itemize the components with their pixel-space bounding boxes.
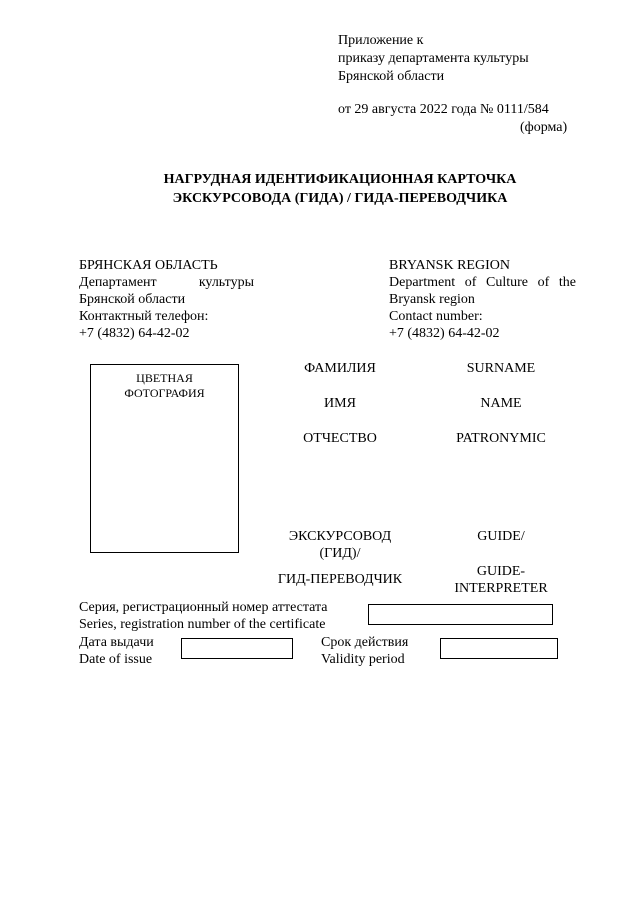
patronymic-label-ru: ОТЧЕСТВО (303, 431, 377, 446)
certificate-series-label-en: Series, registration number of the certificate (79, 617, 326, 632)
guide-label-en: GUIDE/ (477, 529, 525, 544)
guide-label-ru-line1: ЭКСКУРСОВОД (288, 529, 392, 544)
surname-label-en: SURNAME (466, 361, 536, 376)
department-word: Department (389, 275, 456, 290)
document-title-line2: ЭКСКУРСОВОДА (ГИДА) / ГИДА-ПЕРЕВОДЧИКА (172, 191, 508, 206)
phone-number-en: +7 (4832) 64-42-02 (389, 326, 500, 341)
department-word: of (464, 275, 477, 290)
interpreter-label-en-line2: INTERPRETER (454, 581, 548, 596)
validity-label-ru: Срок действия (321, 635, 409, 650)
certificate-series-label-ru: Серия, регистрационный номер аттестата (79, 600, 328, 615)
department-line2-en: Bryansk region (389, 292, 475, 307)
validity-label-en: Validity period (321, 652, 405, 667)
validity-period-field[interactable] (440, 638, 558, 659)
phone-number-ru: +7 (4832) 64-42-02 (79, 326, 190, 341)
photo-label-line1: ЦВЕТНАЯ (136, 371, 193, 385)
department-word: Департамент (79, 275, 157, 290)
department-word: of (537, 275, 550, 290)
decree-reference: от 29 августа 2022 года № 0111/584 (338, 102, 549, 117)
interpreter-label-en-line1: GUIDE- (476, 564, 526, 579)
name-label-ru: ИМЯ (324, 396, 356, 411)
appendix-line: Брянской области (338, 69, 445, 84)
issue-date-label-en: Date of issue (79, 652, 153, 667)
photo-placeholder (90, 364, 239, 553)
appendix-line: приказу департамента культуры (338, 51, 529, 66)
issuer-block-ru (79, 257, 254, 342)
department-word: культуры (198, 275, 254, 290)
patronymic-label-en: PATRONYMIC (456, 431, 546, 446)
department-line-en (389, 274, 576, 291)
name-label-en: NAME (480, 396, 522, 411)
interpreter-label-ru: ГИД-ПЕРЕВОДЧИК (277, 572, 403, 587)
appendix-block (338, 32, 529, 86)
certificate-series-field[interactable] (368, 604, 553, 625)
surname-label-ru: ФАМИЛИЯ (304, 361, 376, 376)
department-word: Culture (485, 275, 528, 290)
department-line-ru (79, 274, 254, 291)
department-line2-ru: Брянской области (79, 292, 186, 307)
phone-label-ru: Контактный телефон: (79, 309, 209, 324)
region-name-ru: БРЯНСКАЯ ОБЛАСТЬ (79, 258, 218, 273)
region-name-en: BRYANSK REGION (389, 258, 510, 273)
issue-date-field[interactable] (181, 638, 293, 659)
document-title-line1: НАГРУДНАЯ ИДЕНТИФИКАЦИОННАЯ КАРТОЧКА (163, 172, 517, 187)
issue-date-label-ru: Дата выдачи (79, 635, 154, 650)
issuer-block-en (389, 257, 576, 342)
appendix-line: Приложение к (338, 33, 424, 48)
phone-label-en: Contact number: (389, 309, 483, 324)
department-word: the (558, 275, 576, 290)
guide-label-ru-line2: (ГИД)/ (319, 546, 361, 561)
form-note: (форма) (520, 120, 568, 135)
photo-label-line2: ФОТОГРАФИЯ (124, 386, 205, 400)
